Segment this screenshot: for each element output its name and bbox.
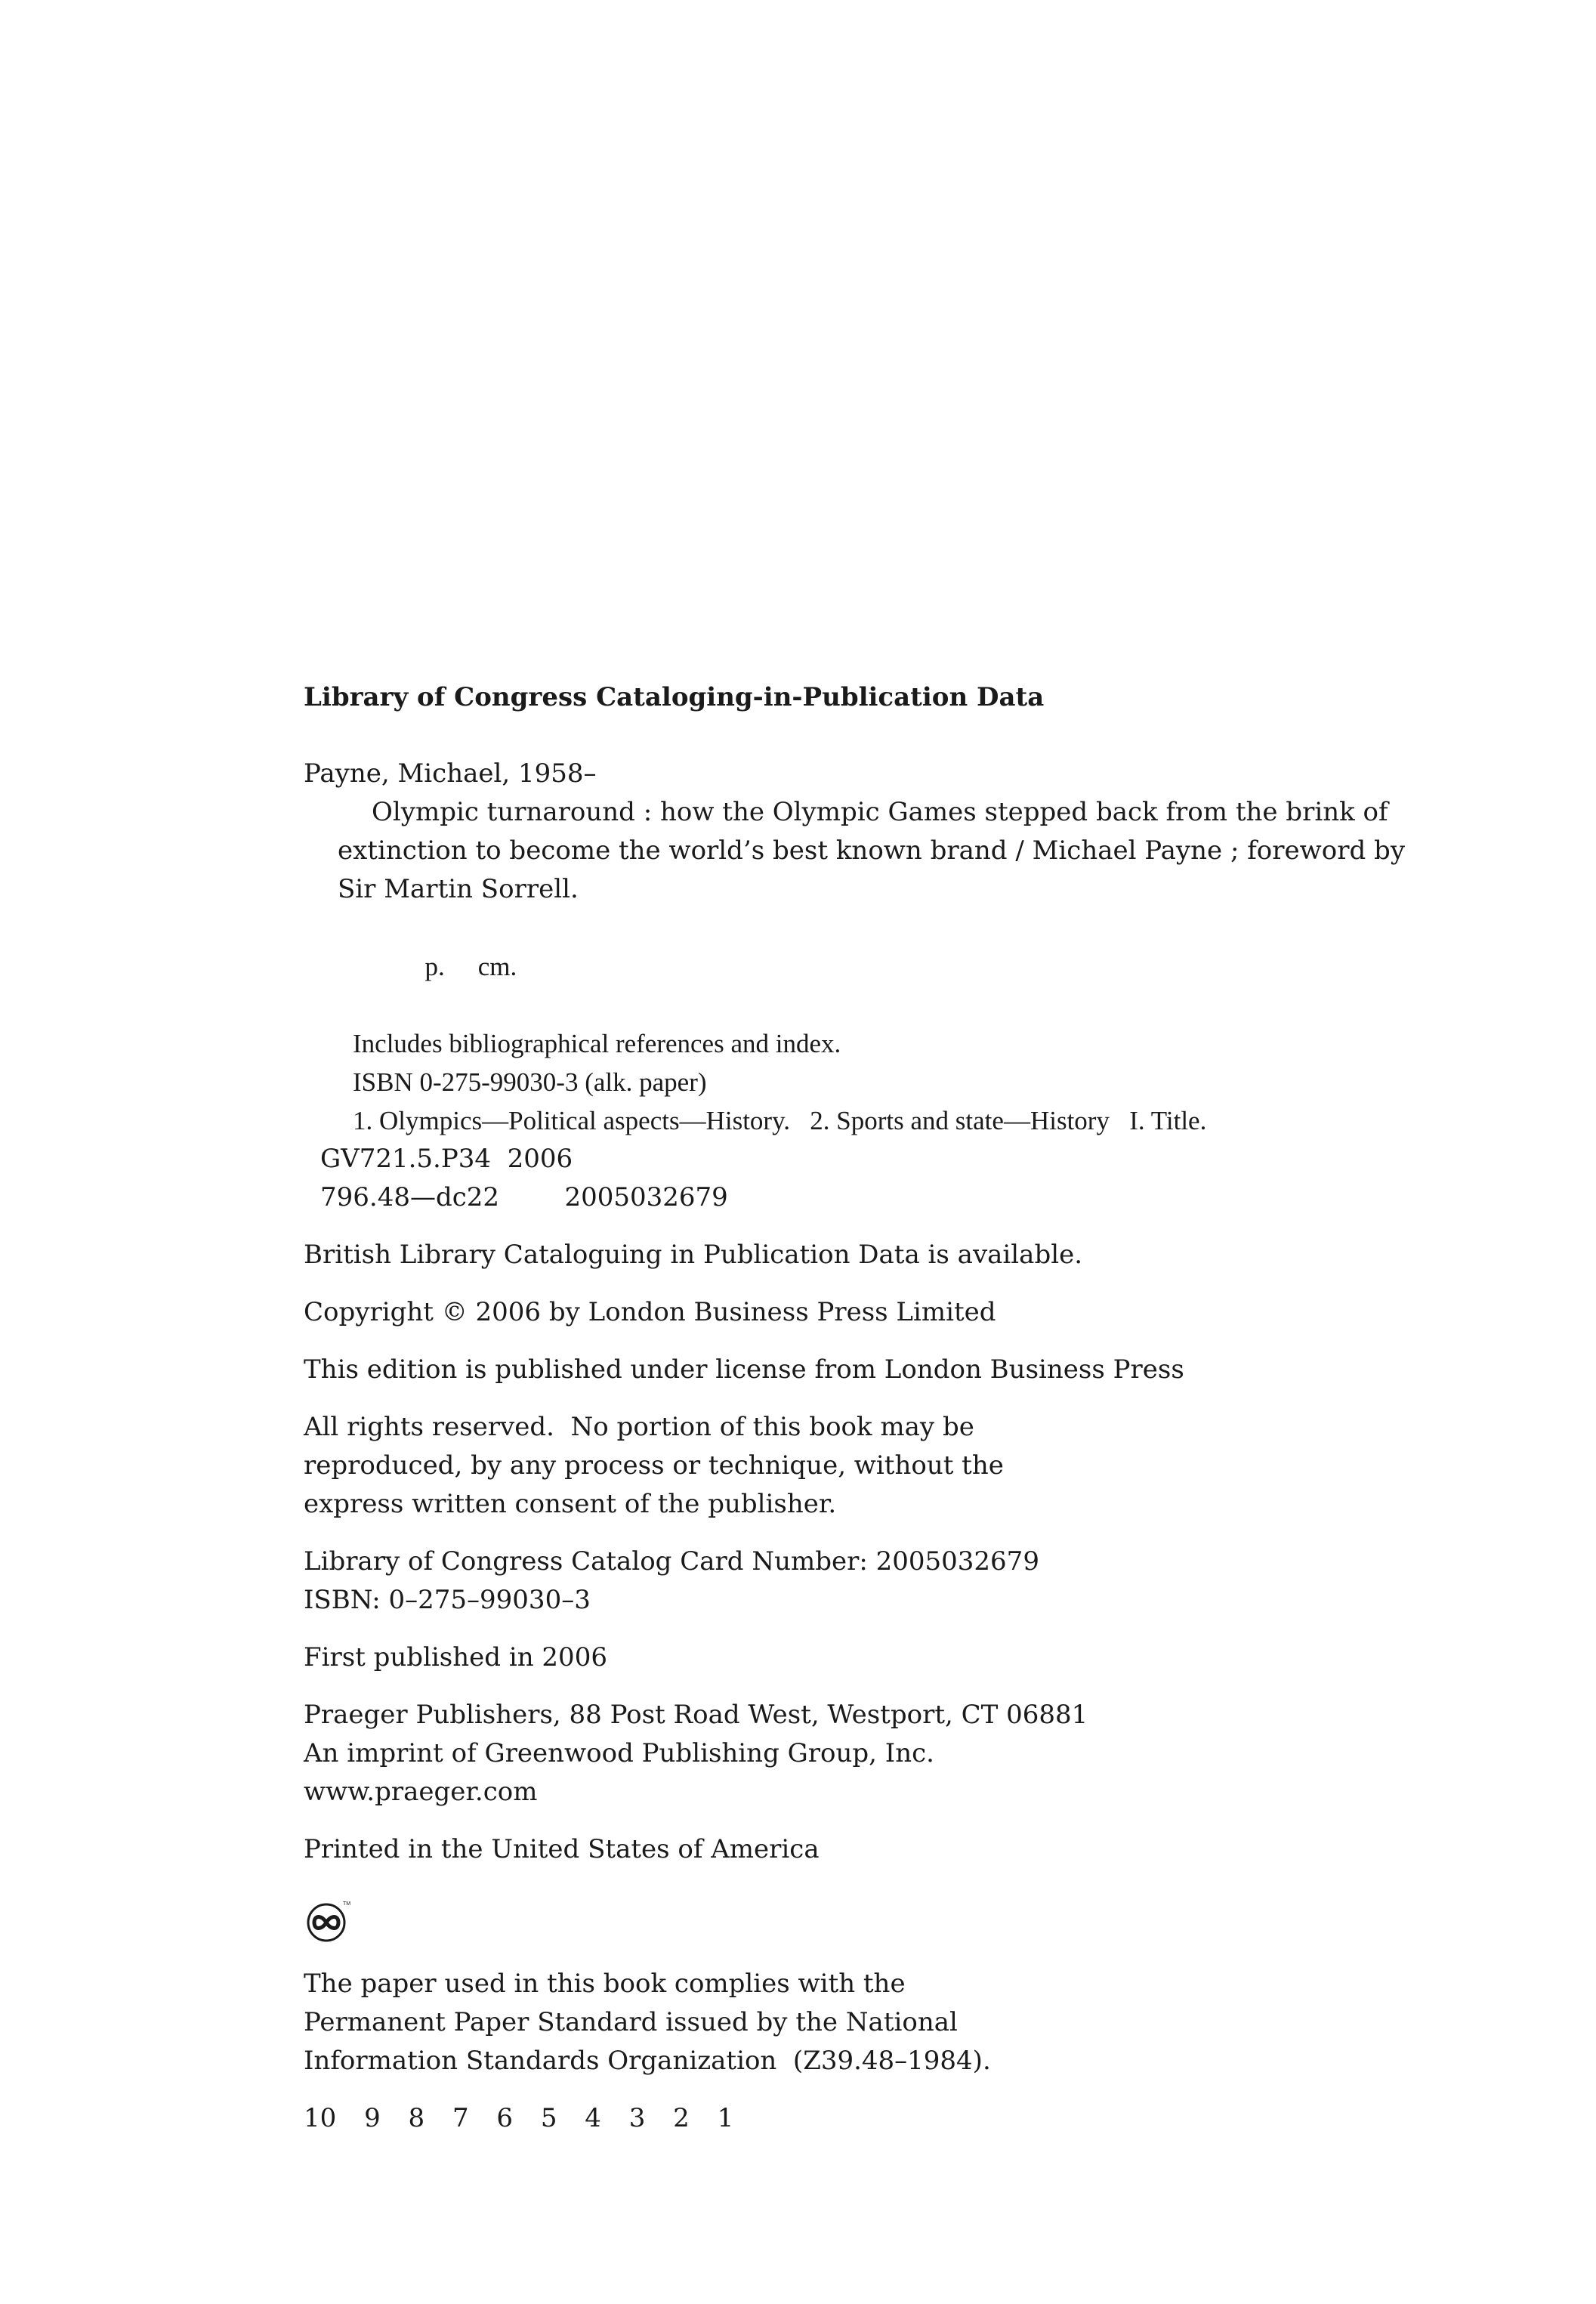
printer-key: 10 9 8 7 6 5 4 3 2 1 bbox=[304, 2103, 734, 2133]
cip-physical-cm: cm. bbox=[477, 952, 517, 981]
cip-physical bbox=[304, 909, 1391, 1024]
cip-dewey: 796.48—dc22 2005032679 bbox=[320, 1182, 728, 1212]
cip-record bbox=[304, 755, 1406, 1217]
publisher-address: Praeger Publishers, 88 Post Road West, Westport, CT 06881 bbox=[304, 1700, 1088, 1730]
british-library-note: British Library Cataloguing in Publication Data is available. bbox=[304, 1240, 1083, 1270]
cip-author: Payne, Michael, 1958– bbox=[304, 758, 597, 789]
rights-line: reproduced, by any process or technique, without the bbox=[304, 1450, 1004, 1481]
catalog-info bbox=[304, 1543, 1391, 1620]
paper-line: Permanent Paper Standard issued by the National bbox=[304, 2007, 958, 2037]
permanent-paper-statement bbox=[304, 1965, 1391, 2080]
rights-line: All rights reserved. No portion of this book may be bbox=[304, 1412, 974, 1442]
cip-title-line: extinction to become the world’s best known brand / Michael Payne ; foreword by bbox=[338, 835, 1406, 866]
trademark-mark: TM bbox=[343, 1901, 350, 1907]
catalog-isbn: ISBN: 0–275–99030–3 bbox=[304, 1585, 591, 1615]
catalog-card-number: Library of Congress Catalog Card Number: 2005032679 bbox=[304, 1546, 1039, 1577]
cip-isbn: ISBN 0-275-99030-3 (alk. paper) bbox=[353, 1067, 707, 1097]
paper-line: The paper used in this book complies with the bbox=[304, 1969, 906, 1999]
printed-in: Printed in the United States of America bbox=[304, 1834, 820, 1864]
first-published: First published in 2006 bbox=[304, 1642, 607, 1672]
paper-line: Information Standards Organization (Z39.48–1984). bbox=[304, 2046, 991, 2076]
rights-reserved bbox=[304, 1408, 1391, 1524]
cip-heading: Library of Congress Cataloging-in-Publication Data bbox=[304, 682, 1045, 712]
publisher-info bbox=[304, 1696, 1391, 1811]
publisher-imprint: An imprint of Greenwood Publishing Group, Inc. bbox=[304, 1738, 934, 1768]
cip-physical-p: p. bbox=[424, 952, 445, 981]
cip-tracings: 1. Olympics—Political aspects—History. 2. Sports and state—History I. Title. bbox=[353, 1106, 1207, 1135]
publisher-website: www.praeger.com bbox=[304, 1777, 538, 1807]
cip-lc-class: GV721.5.P34 2006 bbox=[320, 1144, 573, 1174]
license-notice: This edition is published under license from London Business Press bbox=[304, 1354, 1184, 1385]
permanent-paper-infinity-icon bbox=[305, 1898, 350, 1944]
permanent-paper-logo-row bbox=[304, 1888, 1391, 1948]
cip-notes: Includes bibliographical references and index. bbox=[353, 1029, 841, 1058]
cip-title-line: Sir Martin Sorrell. bbox=[338, 874, 579, 904]
rights-line: express written consent of the publisher. bbox=[304, 1489, 837, 1519]
copyright-notice: Copyright © 2006 by London Business Press Limited bbox=[304, 1297, 996, 1327]
copyright-page bbox=[304, 678, 1406, 2138]
cip-title-line: Olympic turnaround : how the Olympic Games stepped back from the brink of bbox=[372, 797, 1388, 827]
